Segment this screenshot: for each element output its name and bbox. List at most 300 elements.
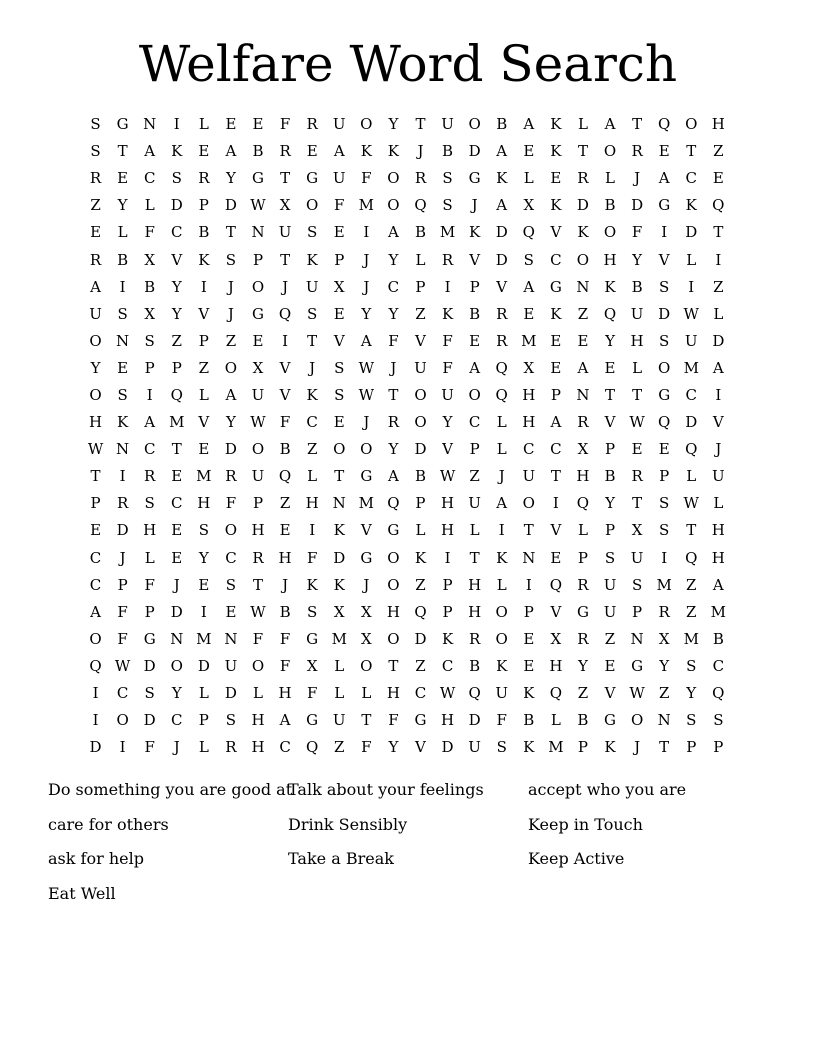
grid-letter: F: [279, 413, 291, 432]
grid-letter: S: [659, 521, 670, 540]
grid-letter: Q: [685, 440, 698, 459]
grid-letter: I: [498, 521, 505, 540]
grid-letter: Z: [713, 277, 724, 296]
grid-letter: F: [388, 331, 399, 350]
grid-letter: P: [442, 575, 453, 594]
grid-row: [82, 274, 732, 301]
grid-row: [82, 138, 732, 165]
grid-letter: G: [468, 169, 481, 188]
grid-letter: G: [252, 169, 264, 188]
grid-letter: R: [252, 548, 264, 567]
grid-letter: K: [604, 738, 616, 757]
grid-letter: C: [116, 684, 129, 703]
grid-letter: R: [496, 331, 508, 350]
grid-letter: Y: [361, 304, 372, 323]
grid-letter: C: [685, 385, 697, 404]
grid-letter: U: [468, 738, 481, 757]
grid-letter: K: [550, 304, 562, 323]
grid-letter: X: [360, 629, 372, 648]
grid-letter: T: [523, 521, 534, 540]
grid-letter: O: [89, 629, 102, 648]
grid-letter: L: [686, 250, 697, 269]
grid-letter: W: [250, 602, 266, 621]
grid-letter: T: [307, 331, 318, 350]
grid-letter: D: [495, 250, 508, 269]
grid-letter: E: [658, 142, 670, 161]
grid-letter: D: [685, 413, 698, 432]
grid-letter: D: [468, 711, 481, 730]
grid-letter: B: [279, 440, 291, 459]
grid-letter: O: [495, 629, 508, 648]
grid-letter: Q: [712, 196, 725, 215]
grid-letter: H: [711, 521, 725, 540]
grid-letter: P: [198, 196, 209, 215]
grid-letter: O: [333, 440, 346, 459]
grid-letter: K: [550, 142, 562, 161]
grid-letter: C: [171, 223, 183, 242]
grid-letter: Y: [117, 196, 128, 215]
grid-letter: F: [144, 738, 155, 757]
grid-letter: S: [225, 575, 237, 594]
grid-letter: M: [683, 358, 699, 377]
grid-letter: T: [171, 440, 182, 459]
grid-letter: P: [415, 494, 426, 513]
grid-letter: S: [307, 223, 318, 242]
grid-letter: P: [117, 575, 128, 594]
grid-letter: T: [415, 115, 426, 134]
grid-letter: T: [225, 223, 236, 242]
grid-letter: F: [388, 711, 399, 730]
grid-letter: O: [576, 250, 590, 269]
grid-letter: S: [144, 684, 155, 703]
grid-letter: Y: [388, 738, 399, 757]
grid-letter: V: [360, 521, 372, 540]
grid-letter: Z: [171, 331, 182, 350]
grid-letter: G: [658, 385, 671, 404]
grid-letter: M: [710, 602, 727, 621]
grid-letter: V: [604, 684, 616, 703]
grid-letter: O: [251, 656, 265, 675]
grid-letter: W: [629, 684, 645, 703]
grid-letter: H: [386, 602, 400, 621]
grid-row: [82, 165, 732, 192]
grid-letter: F: [144, 223, 155, 242]
grid-letter: D: [576, 196, 589, 215]
grid-letter: Y: [388, 250, 399, 269]
grid-letter: P: [604, 440, 616, 459]
grid-letter: L: [144, 196, 155, 215]
grid-letter: K: [306, 575, 318, 594]
grid-letter: Y: [605, 331, 615, 350]
grid-letter: U: [441, 385, 454, 404]
grid-letter: A: [279, 711, 291, 730]
grid-row: [82, 409, 732, 436]
grid-letter: N: [630, 629, 644, 648]
grid-letter: E: [550, 331, 562, 350]
grid-letter: R: [89, 250, 102, 269]
grid-letter: T: [469, 548, 480, 567]
grid-letter: S: [144, 331, 155, 350]
grid-letter: O: [360, 115, 373, 134]
grid-letter: U: [251, 385, 265, 404]
grid-letter: S: [117, 385, 128, 404]
grid-letter: C: [306, 413, 318, 432]
grid-letter: W: [250, 196, 266, 215]
grid-letter: U: [495, 684, 509, 703]
grid-letter: O: [685, 115, 698, 134]
grid-letter: S: [523, 250, 534, 269]
grid-letter: M: [683, 629, 699, 648]
grid-letter: Z: [577, 684, 589, 703]
grid-row: [82, 355, 732, 382]
grid-letter: A: [550, 413, 562, 432]
grid-letter: Z: [334, 738, 345, 757]
grid-letter: Y: [632, 250, 643, 269]
grid-letter: X: [360, 602, 372, 621]
grid-letter: F: [279, 656, 291, 675]
grid-letter: L: [415, 250, 426, 269]
grid-letter: X: [333, 602, 345, 621]
grid-letter: F: [225, 494, 237, 513]
grid-letter: R: [577, 169, 589, 188]
grid-letter: J: [715, 440, 722, 459]
word-list-item: Keep Active: [528, 849, 625, 868]
grid-letter: V: [171, 250, 183, 269]
grid-letter: A: [144, 142, 156, 161]
grid-letter: E: [333, 223, 345, 242]
grid-letter: D: [631, 196, 644, 215]
grid-letter: K: [360, 142, 372, 161]
grid-letter: P: [334, 250, 345, 269]
grid-letter: K: [414, 548, 427, 567]
grid-letter: I: [146, 385, 153, 404]
grid-letter: K: [198, 250, 210, 269]
grid-row: [82, 545, 732, 572]
grid-letter: A: [604, 115, 616, 134]
grid-letter: S: [334, 385, 345, 404]
grid-letter: R: [279, 142, 291, 161]
grid-letter: M: [548, 738, 564, 757]
grid-letter: V: [712, 413, 724, 432]
word-list-item: ask for help: [48, 849, 144, 868]
grid-letter: V: [333, 331, 345, 350]
grid-letter: J: [282, 277, 289, 296]
grid-letter: O: [360, 440, 373, 459]
grid-letter: E: [198, 142, 210, 161]
grid-letter: F: [279, 115, 291, 134]
grid-letter: D: [170, 602, 183, 621]
grid-letter: M: [521, 331, 537, 350]
grid-letter: O: [603, 142, 617, 161]
grid-letter: E: [252, 115, 264, 134]
grid-letter: Y: [442, 413, 453, 432]
grid-letter: E: [712, 169, 724, 188]
grid-letter: L: [632, 358, 643, 377]
grid-letter: E: [279, 521, 291, 540]
grid-letter: T: [334, 467, 345, 486]
grid-letter: E: [225, 602, 237, 621]
grid-letter: F: [279, 629, 291, 648]
grid-letter: W: [439, 467, 456, 486]
grid-letter: S: [631, 575, 643, 594]
grid-letter: G: [116, 115, 129, 134]
grid-letter: J: [363, 413, 370, 432]
grid-letter: W: [358, 358, 375, 377]
grid-letter: R: [658, 602, 670, 621]
grid-letter: S: [90, 115, 101, 134]
grid-letter: G: [360, 467, 373, 486]
grid-letter: U: [332, 169, 346, 188]
grid-letter: L: [117, 223, 128, 242]
grid-letter: O: [658, 358, 671, 377]
grid-letter: Q: [468, 684, 481, 703]
grid-letter: N: [332, 494, 346, 513]
grid-letter: B: [712, 629, 724, 648]
grid-row: [82, 301, 732, 328]
grid-letter: T: [632, 385, 643, 404]
grid-letter: O: [387, 629, 400, 648]
grid-letter: T: [388, 656, 399, 675]
grid-letter: D: [89, 738, 102, 757]
grid-letter: E: [90, 521, 102, 540]
grid-letter: D: [495, 223, 508, 242]
grid-letter: N: [116, 440, 130, 459]
grid-letter: K: [604, 277, 616, 296]
grid-letter: G: [631, 656, 644, 675]
grid-letter: Q: [414, 602, 427, 621]
grid-letter: Q: [278, 304, 292, 323]
grid-letter: U: [89, 304, 102, 323]
grid-letter: C: [143, 169, 156, 188]
grid-letter: J: [282, 575, 289, 594]
grid-letter: B: [523, 711, 535, 730]
grid-letter: I: [715, 385, 722, 404]
grid-letter: D: [197, 656, 210, 675]
grid-letter: Q: [414, 196, 427, 215]
grid-letter: A: [225, 142, 237, 161]
grid-letter: Q: [658, 413, 671, 432]
grid-letter: K: [523, 684, 535, 703]
grid-letter: H: [197, 494, 211, 513]
grid-letter: X: [550, 629, 562, 648]
grid-letter: U: [251, 467, 265, 486]
grid-letter: M: [358, 196, 374, 215]
grid-letter: E: [658, 440, 670, 459]
grid-letter: P: [415, 277, 426, 296]
grid-letter: E: [306, 142, 318, 161]
grid-letter: R: [577, 413, 589, 432]
word-list-item: Talk about your feelings: [288, 780, 484, 799]
grid-letter: C: [468, 413, 481, 432]
grid-letter: O: [89, 331, 102, 350]
grid-letter: C: [550, 250, 562, 269]
grid-letter: E: [523, 304, 535, 323]
grid-letter: O: [414, 385, 427, 404]
word-list-item: Drink Sensibly: [288, 814, 408, 834]
grid-letter: J: [173, 575, 180, 594]
grid-letter: K: [117, 413, 129, 432]
grid-letter: J: [119, 548, 126, 567]
grid-letter: H: [468, 602, 482, 621]
grid-letter: O: [170, 656, 183, 675]
grid-letter: H: [441, 494, 455, 513]
grid-letter: E: [225, 115, 237, 134]
grid-letter: T: [713, 223, 724, 242]
grid-letter: G: [306, 629, 319, 648]
grid-letter: N: [576, 385, 590, 404]
grid-letter: U: [468, 494, 481, 513]
grid-letter: Q: [387, 494, 400, 513]
grid-letter: G: [576, 602, 589, 621]
grid-letter: E: [117, 358, 129, 377]
grid-letter: P: [577, 738, 588, 757]
grid-letter: B: [117, 250, 129, 269]
grid-letter: X: [279, 196, 291, 215]
grid-letter: W: [683, 304, 699, 323]
grid-letter: E: [171, 548, 183, 567]
grid-letter: Q: [603, 304, 617, 323]
grid-letter: R: [468, 629, 481, 648]
grid-letter: P: [144, 602, 155, 621]
grid-letter: Y: [225, 413, 236, 432]
grid-letter: J: [634, 169, 641, 188]
grid-letter: I: [715, 250, 722, 269]
grid-letter: Y: [388, 304, 399, 323]
grid-letter: T: [632, 115, 643, 134]
grid-letter: U: [224, 656, 238, 675]
grid-letter: P: [90, 494, 101, 513]
grid-letter: K: [685, 196, 697, 215]
grid-letter: P: [252, 494, 264, 513]
grid-letter: C: [712, 656, 725, 675]
grid-letter: I: [200, 277, 207, 296]
grid-letter: U: [441, 115, 454, 134]
grid-letter: V: [469, 250, 481, 269]
grid-letter: O: [306, 196, 319, 215]
grid-letter: T: [659, 738, 670, 757]
grid-letter: I: [119, 277, 126, 296]
grid-row: [82, 680, 732, 707]
grid-letter: S: [225, 250, 237, 269]
grid-letter: K: [441, 629, 454, 648]
grid-letter: Z: [577, 304, 589, 323]
grid-letter: I: [552, 494, 559, 513]
grid-letter: N: [116, 331, 130, 350]
grid-letter: P: [171, 358, 182, 377]
grid-letter: J: [417, 142, 424, 161]
grid-letter: B: [469, 656, 481, 675]
grid-letter: Q: [576, 494, 590, 513]
grid-letter: Q: [549, 575, 563, 594]
letter-grid: [82, 111, 732, 761]
grid-letter: M: [196, 467, 212, 486]
grid-letter: M: [358, 494, 374, 513]
grid-letter: T: [605, 385, 616, 404]
grid-letter: Q: [522, 223, 535, 242]
grid-letter: Y: [388, 115, 399, 134]
grid-letter: T: [686, 142, 697, 161]
grid-letter: V: [415, 738, 426, 757]
grid-letter: K: [387, 142, 399, 161]
grid-letter: A: [523, 277, 535, 296]
grid-letter: N: [224, 629, 238, 648]
grid-letter: I: [92, 684, 99, 703]
grid-letter: B: [144, 277, 156, 296]
grid-letter: F: [306, 684, 318, 703]
grid-letter: U: [522, 467, 536, 486]
grid-letter: T: [550, 467, 561, 486]
word-list-item: Keep in Touch: [528, 814, 643, 834]
grid-letter: D: [685, 223, 698, 242]
grid-letter: J: [363, 277, 370, 296]
grid-letter: K: [577, 223, 589, 242]
grid-letter: O: [387, 169, 400, 188]
grid-letter: U: [278, 223, 292, 242]
grid-letter: M: [196, 629, 212, 648]
grid-letter: L: [198, 385, 209, 404]
grid-letter: J: [363, 250, 370, 269]
grid-letter: E: [171, 521, 183, 540]
grid-letter: R: [631, 467, 643, 486]
grid-letter: M: [439, 223, 456, 242]
grid-letter: M: [656, 575, 672, 594]
grid-row: [82, 246, 732, 273]
grid-letter: H: [441, 521, 455, 540]
grid-letter: P: [469, 277, 480, 296]
grid-letter: X: [252, 358, 264, 377]
grid-letter: J: [471, 196, 478, 215]
grid-letter: A: [496, 494, 508, 513]
grid-letter: Q: [658, 115, 671, 134]
grid-letter: C: [171, 711, 183, 730]
grid-letter: K: [496, 169, 508, 188]
grid-letter: D: [224, 684, 237, 703]
grid-letter: H: [576, 467, 590, 486]
grid-letter: T: [280, 250, 291, 269]
grid-letter: Y: [198, 548, 209, 567]
grid-letter: D: [468, 142, 481, 161]
grid-letter: A: [577, 358, 589, 377]
grid-letter: H: [549, 656, 563, 675]
grid-letter: A: [712, 358, 724, 377]
grid-letter: A: [658, 169, 670, 188]
grid-letter: Q: [306, 738, 319, 757]
grid-row: [82, 111, 732, 138]
grid-letter: O: [224, 521, 238, 540]
grid-letter: S: [659, 494, 670, 513]
grid-letter: K: [441, 304, 454, 323]
grid-letter: P: [469, 440, 480, 459]
grid-letter: X: [306, 656, 318, 675]
grid-letter: O: [224, 358, 238, 377]
grid-letter: B: [604, 196, 616, 215]
grid-letter: P: [577, 548, 588, 567]
grid-letter: E: [523, 656, 535, 675]
grid-letter: R: [225, 467, 237, 486]
grid-letter: A: [469, 358, 481, 377]
grid-letter: E: [198, 575, 210, 594]
grid-letter: O: [387, 548, 400, 567]
grid-letter: D: [333, 548, 346, 567]
grid-letter: I: [119, 467, 126, 486]
word-list-item: Eat Well: [48, 883, 116, 903]
grid-letter: U: [712, 467, 725, 486]
grid-letter: F: [361, 169, 372, 188]
grid-letter: O: [360, 656, 373, 675]
grid-letter: A: [496, 196, 508, 215]
grid-letter: H: [711, 115, 725, 134]
grid-letter: A: [90, 277, 101, 296]
